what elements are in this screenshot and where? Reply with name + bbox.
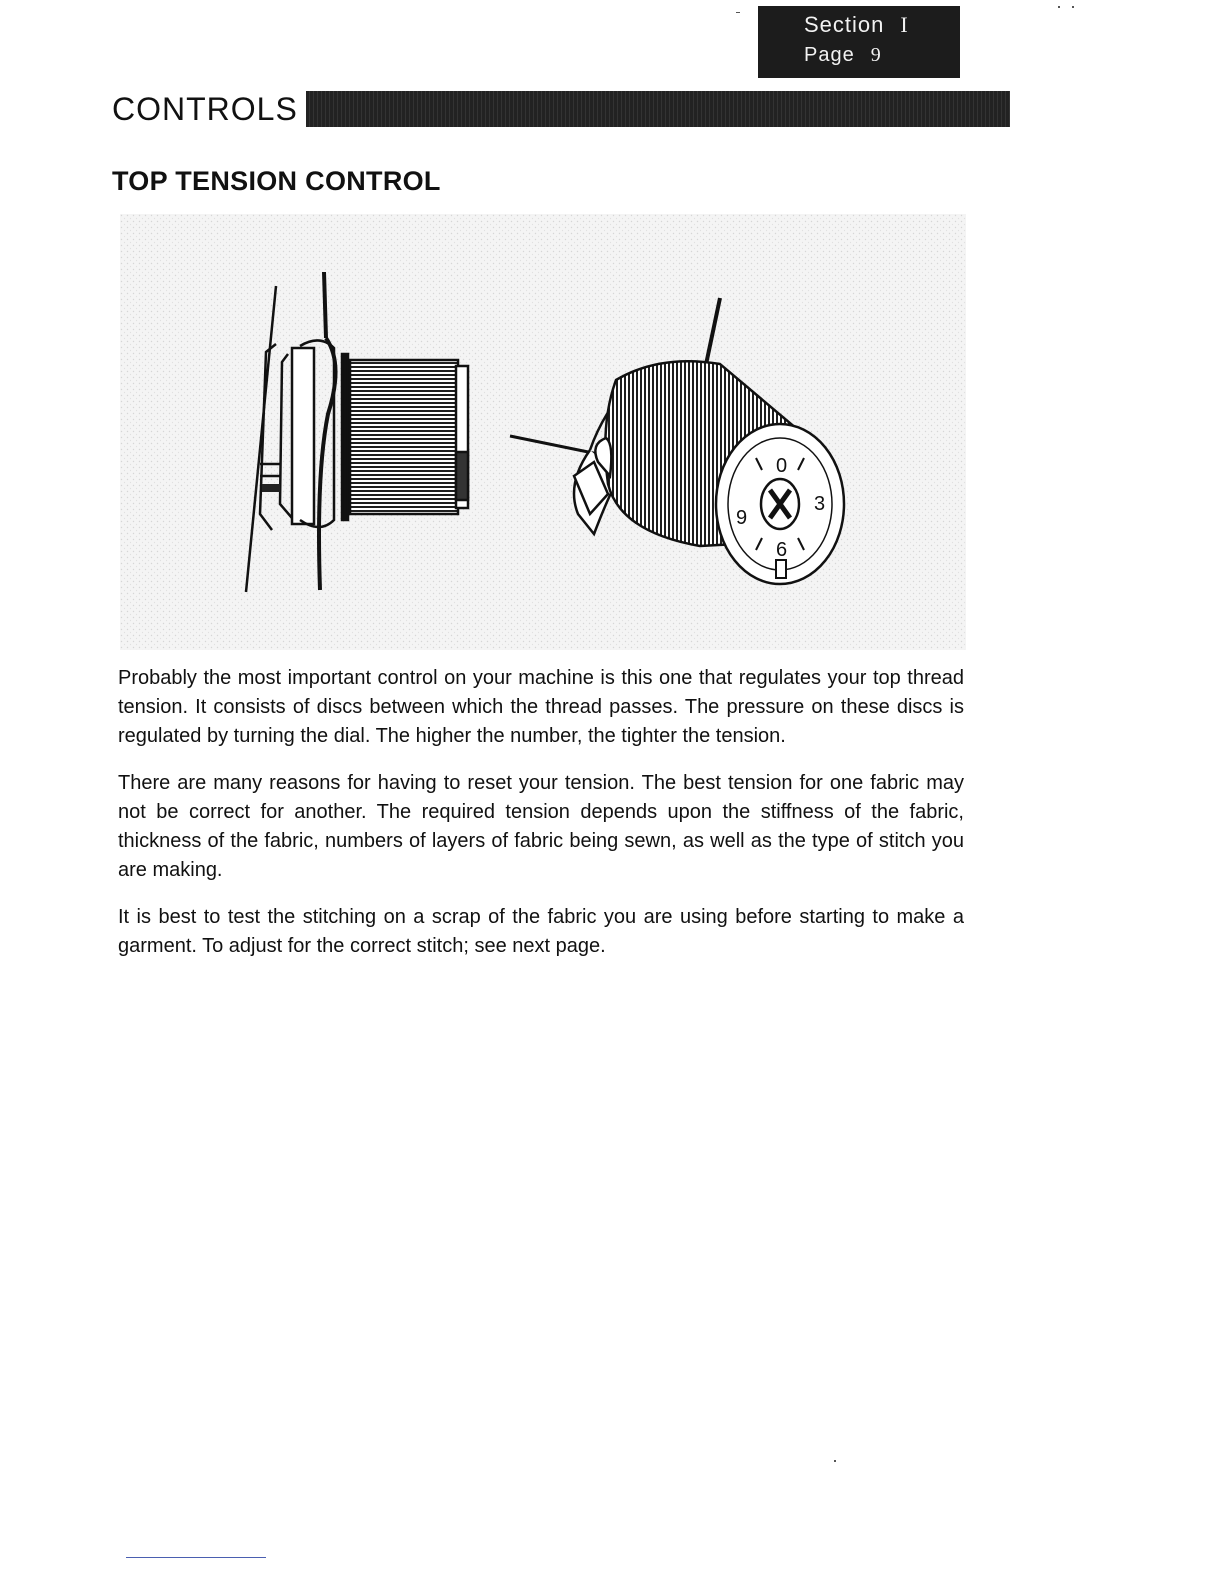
- controls-heading: [112, 90, 1010, 128]
- section-subtitle: TOP TENSION CONTROL: [112, 166, 441, 196]
- dial-number-3: 3: [814, 493, 826, 515]
- controls-title: CONTROLS: [112, 90, 298, 127]
- paragraph: It is best to test the stitching on a scrap of the fabric you are using before starting to make a garment. To adjust for the correct stitch; see next page.: [118, 906, 964, 957]
- scan-speck: [1058, 6, 1060, 8]
- tension-control-illustration: [120, 214, 966, 650]
- dial-number-0: 0: [776, 455, 788, 477]
- section-number: I: [900, 12, 909, 37]
- page-line: [804, 40, 960, 71]
- section-line: [804, 9, 960, 40]
- scan-speck: [1072, 6, 1074, 8]
- dial-number-9: 9: [736, 507, 748, 529]
- section-label: Section: [804, 12, 885, 37]
- body-text: [118, 664, 964, 979]
- controls-heading-bar: [306, 91, 1010, 127]
- paragraph: There are many reasons for having to reset your tension. The best tension for one fabric may not be correct for another. The required tension depends upon the stiffness of the fabric, thickness of the fabric, numbers of layers of fabric being sewn, as well as the type of stitch you are making.: [118, 772, 964, 881]
- scan-speck: [834, 1460, 836, 1462]
- scan-speck: [736, 12, 740, 13]
- dial-number-6: 6: [776, 539, 788, 561]
- paragraph: Probably the most important control on your machine is this one that regulates your top thread tension. It consists of discs between which the thread passes. The pressure on these discs is regulated by turning the dial. The higher the number, the tighter the tension.: [118, 667, 964, 747]
- page-number: 9: [870, 44, 882, 66]
- page-label: Page: [804, 44, 855, 66]
- section-page-tab: [758, 6, 960, 78]
- footer-rule: [126, 1557, 266, 1558]
